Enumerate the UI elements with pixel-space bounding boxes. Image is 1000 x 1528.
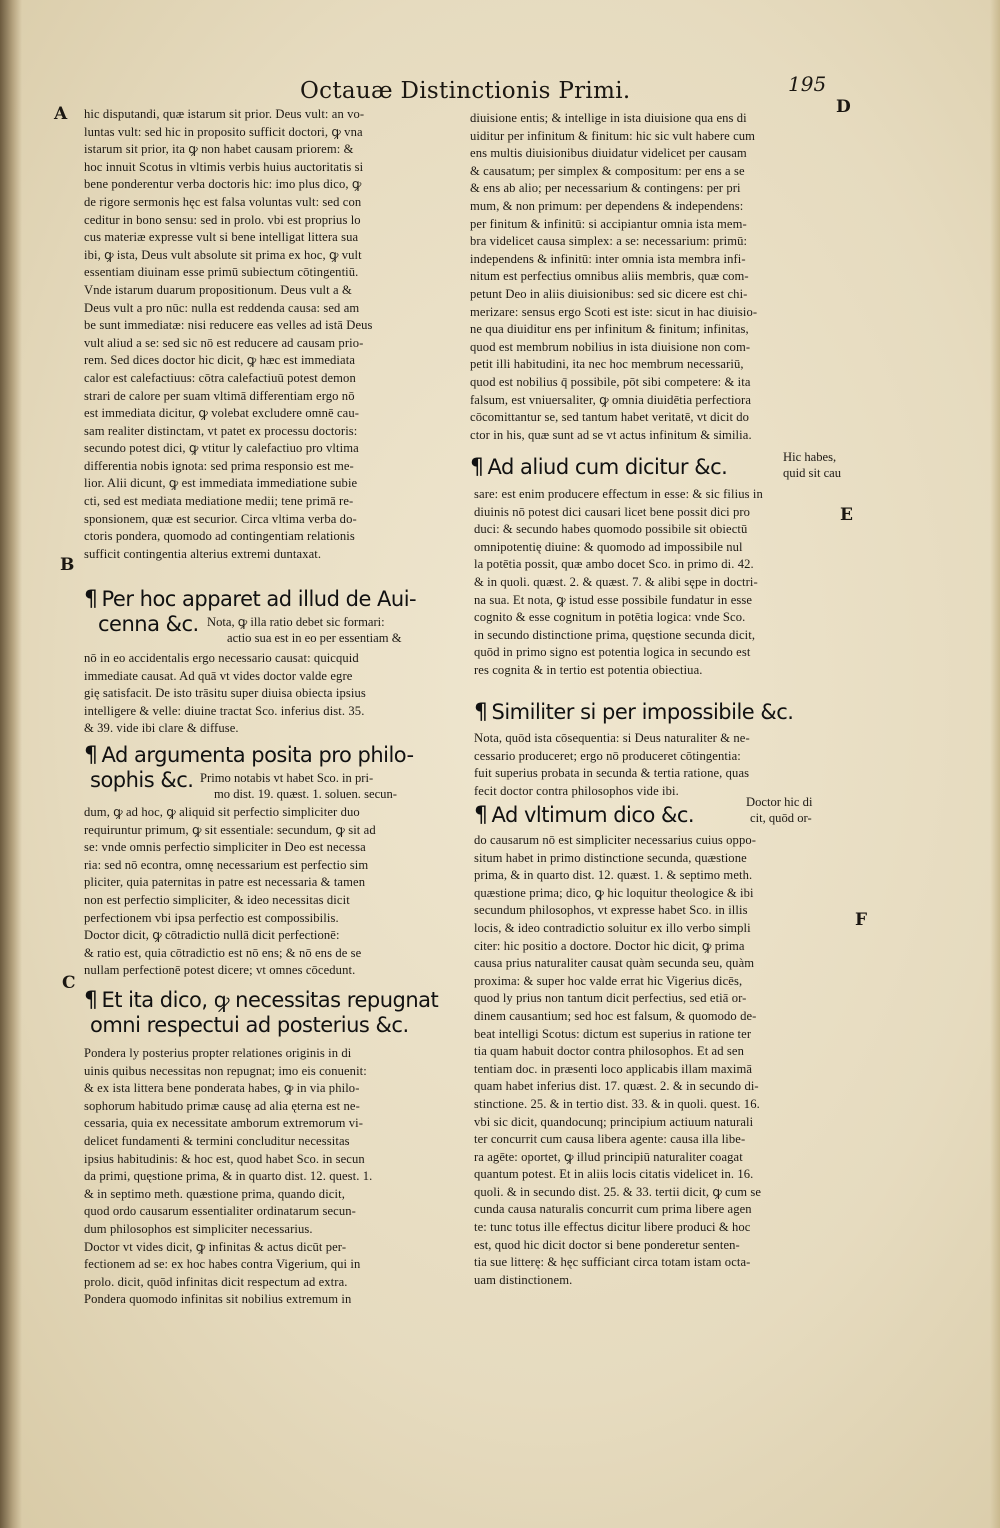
- right-paragraph-d: [474, 832, 848, 1289]
- text-line: ibi, ꝙ ista, Deus vult absolute sit prima ex hoc, ꝙ vult: [84, 247, 362, 262]
- text-line: nitum est perfectius omnibus aliis membris, quæ com-: [470, 269, 749, 284]
- text-line: diuinis nō potest dici causari licet bene possit dici pro: [474, 504, 751, 519]
- text-line: res cognita & in tertio est potentia obiectiua.: [474, 662, 703, 677]
- left-paragraph-a: [84, 106, 456, 563]
- text-line: falsum, est vniuersaliter, ꝙ omnia diuidētia perfectiora: [470, 392, 752, 407]
- text-line: quod est nobilius q̄ possibile, pōt sibi competere: & ita: [470, 374, 751, 389]
- text-line: dinem causantium; sed hoc est falsum, & quomodo de-: [474, 1008, 757, 1023]
- margin-letter-f: F: [855, 910, 868, 930]
- text-line: duci: & secundo habes quomodo possibile sit obiectū: [474, 522, 748, 537]
- text-line: situm habet in primo distinctione secunda, quæstione: [474, 850, 747, 865]
- text-line: tia sue litterę: & hęc sufficiant circa totam istam octa-: [474, 1255, 751, 1270]
- text-line: dum, ꝙ ad hoc, ꝙ aliquid sit perfectio simpliciter duo: [84, 805, 360, 819]
- text-line: citer: hic positio a doctore. Doctor hic dicit, ꝙ prima: [474, 938, 745, 953]
- right-rubric-3: ¶ Ad vltimum dico &c.: [474, 803, 695, 828]
- text-line: diuisione entis; & intellige in ista diuisione qua ens di: [470, 111, 747, 125]
- right-paragraph-d-wrap: [474, 832, 848, 1289]
- text-line: intelligere & velle: diuine tractat Sco. inferius dist. 35.: [84, 703, 365, 718]
- text-line: cunda causa naturalis concurrit cum prima libere agen: [474, 1202, 752, 1217]
- text-line: sponsionem, quæ est securior. Circa vltima verba do-: [84, 511, 357, 526]
- text-line: independens & infinitū: inter omnia ista membra infi-: [470, 251, 746, 266]
- text-line: Vnde istarum duarum propositionum. Deus vult a &: [84, 282, 352, 297]
- right-paragraph-a: [470, 110, 848, 444]
- left-note-1: Nota, ꝙ illa ratio debet sic formari: actio sua est in eo per essentiam &: [207, 615, 402, 645]
- text-line: vult aliud a se: sed sic nō est reducere ad causam prio-: [84, 335, 364, 350]
- running-title: Octauæ Distinctionis Primi.: [300, 78, 631, 104]
- text-line: cōcomittantur se, sed tantum habet veritatē, vt dicit do: [470, 410, 750, 425]
- page-edge: [990, 0, 1000, 1528]
- text-line: Nota, quōd ista cōsequentia: si Deus naturaliter & ne-: [474, 731, 750, 745]
- text-line: est immediata dicitur, ꝙ volebat excludere omnē cau-: [84, 406, 360, 421]
- right-paragraph-c: [474, 730, 848, 800]
- pilcrow-icon: ¶: [84, 743, 98, 768]
- text-line: strari de calore per suam vltimā differentiam ergo nō: [84, 388, 355, 403]
- text-line: omnipotentię diuine: & quomodo ad impossibile nul: [474, 539, 743, 554]
- text-line: luntas vult: sed hic in proposito sufficit doctori, ꝙ vna: [84, 124, 363, 139]
- text-line: fuit superius probata in secunda & tertia ratione, quas: [474, 766, 750, 781]
- pilcrow-icon: ¶: [84, 587, 98, 612]
- text-line: & ratio est, quia cōtradictio est nō ens; & nō ens de se: [84, 945, 362, 960]
- text-line: secundum philosophos, vt expresse habet Sco. in illis: [474, 903, 748, 918]
- folio-number: 195: [788, 72, 827, 96]
- text-line: quoli. & in secundo dist. 25. & 33. tertii dicit, ꝙ cum se: [474, 1184, 762, 1199]
- text-line: & 39. vide ibi clare & diffuse.: [84, 721, 239, 736]
- text-line: ra agēte: oportet, ꝙ illud principiū naturaliter coagat: [474, 1149, 743, 1164]
- right-paragraph-b: [474, 486, 848, 680]
- text-line: ter concurrit cum causa libera agente: causa illa libe-: [474, 1132, 746, 1147]
- margin-letter-a: A: [54, 104, 68, 124]
- text-line: est, quod hic dicit doctor si bene ponderetur senten-: [474, 1237, 740, 1252]
- text-line: prolo. dicit, quōd infinitas dicit respectum ad extra.: [84, 1274, 348, 1289]
- text-line: ria: sed nō econtra, omnę necessarium est perfectio sim: [84, 857, 369, 872]
- text-line: secundo potest dici, ꝙ vtitur ly calefactiuo pro vltima: [84, 441, 359, 456]
- text-line: quam habet inferius dist. 17. quæst. 2. & in secundo di-: [474, 1079, 759, 1094]
- right-paragraph-c-wrap: [474, 730, 848, 800]
- text-line: ctoris pondera, quomodo ad contingentiam relationis: [84, 529, 355, 544]
- text-line: sophorum habitudo primæ causę ad alia ęterna est ne-: [84, 1098, 360, 1113]
- right-note-1: Hic habes, quid sit cau: [783, 450, 842, 480]
- text-line: pliciter, quia paternitas in patre est necessaria & tamen: [84, 875, 366, 890]
- text-line: da primi, quęstione prima, & in quarto dist. 12. quest. 1.: [84, 1169, 373, 1184]
- text-line: Deus vult a pro nūc: nulla est reddenda causa: sed am: [84, 300, 360, 315]
- pilcrow-icon: ¶: [474, 803, 488, 828]
- pilcrow-icon: ¶: [474, 700, 488, 725]
- text-line: essentiam diuinam esse primū subiectum cōtingentiū.: [84, 265, 359, 280]
- text-line: petunt Deo in aliis diuisionibus: sed sic dicere est chi-: [470, 286, 748, 301]
- text-line: do causarum nō est simpliciter necessarius cuius oppo-: [474, 833, 757, 847]
- text-line: tia quam habuit doctor contra philosophos. Et ad sen: [474, 1044, 744, 1059]
- text-line: differentia nobis ignota: sed prima responsio est me-: [84, 458, 354, 473]
- right-note-3: Doctor hic di cit, quōd or-: [746, 795, 813, 825]
- text-line: locis, & ideo contradictio soluitur ex illo verbo simpli: [474, 920, 751, 935]
- text-line: na sua. Et nota, ꝙ istud esse possibile fundatur in esse: [474, 592, 753, 607]
- left-note-2: Primo notabis vt habet Sco. in pri- mo dist. 19. quæst. 1. soluen. secun-: [200, 771, 397, 801]
- text-line: Doctor dicit, ꝙ cōtradictio nullā dicit perfectionē:: [84, 928, 340, 943]
- text-line: lior. Alii dicunt, ꝙ est immediata immediatione subie: [84, 476, 358, 491]
- text-line: delicet fundamenti & termini concluditur necessitas: [84, 1133, 350, 1148]
- margin-letter-b: B: [60, 555, 75, 575]
- text-line: quæstione prima; dico, ꝙ hic loquitur theologice & ibi: [474, 885, 754, 900]
- text-line: ipsius habitudinis: & hoc est, quod habet Sco. in secun: [84, 1151, 365, 1166]
- text-line: gię satisfacit. De isto trāsitu super diuisa obiecta ipsius: [84, 686, 366, 701]
- text-line: & ens ab alio; per necessarium & contingens: per pri: [470, 181, 741, 196]
- text-line: petit illi habitudini, ita nec hoc membrum necessariū,: [470, 357, 744, 372]
- text-line: uiditur per infinitum & finitum: hic sic vult habere cum: [470, 128, 756, 143]
- text-line: per finitum & infinitū: si accipiantur omnia ista mem-: [470, 216, 747, 231]
- binding-gutter: [0, 0, 22, 1528]
- left-paragraph-b: [84, 650, 456, 738]
- text-line: istarum sit prior, ita ꝙ non habet causam priorem: &: [84, 142, 354, 157]
- text-line: ne qua diuiditur ens per infinitum & finitum; infinitas,: [470, 322, 749, 337]
- left-rubric-1: ¶ Per hoc apparet ad illud de Aui- cenna &c.: [84, 587, 417, 636]
- text-line: quod ordo causarum essentialiter ordinatarum secun-: [84, 1204, 356, 1219]
- left-paragraph-b-wrap: [84, 650, 456, 738]
- text-line: perfectionem vbi ipsa perfectio est compossibilis.: [84, 910, 339, 925]
- text-line: cessaria, quia ex necessitate amborum extremorum vi-: [84, 1116, 364, 1131]
- text-line: ceditur in bono sensu: sed in prolo. vbi est proprius lo: [84, 212, 361, 227]
- running-header: [300, 72, 827, 108]
- text-line: bene ponderentur verba doctoris hic: imo plus dico, ꝙ: [84, 177, 362, 192]
- text-line: fecit doctor contra philosophos vide ibi.: [474, 783, 679, 798]
- left-paragraph-d: [84, 1045, 456, 1309]
- text-line: mum, & non primum: per dependens & independens:: [470, 198, 744, 213]
- right-column: [470, 110, 848, 444]
- text-line: ens multis diuisionibus diuidatur videlicet per causam: [470, 146, 747, 161]
- text-line: bra videlicet causa simplex: a se: necessarium: primū:: [470, 234, 748, 249]
- pilcrow-icon: ¶: [470, 455, 484, 480]
- text-line: be sunt immediatæ: nisi reducere eas velles ad istā Deus: [84, 318, 373, 333]
- left-rubric-2: ¶ Ad argumenta posita pro philo- sophis &c.: [84, 743, 414, 792]
- text-line: Pondera ly posterius propter relationes originis in di: [84, 1046, 352, 1060]
- margin-letter-e: E: [840, 505, 853, 525]
- text-line: se: vnde omnis perfectio simpliciter in Deo est necessa: [84, 840, 366, 855]
- left-paragraph-d-wrap: [84, 1045, 456, 1309]
- text-line: tentiam doc. in præsenti loco applicabis illam maximā: [474, 1061, 753, 1076]
- text-line: hoc innuit Scotus in vltimis verbis huius auctoritatis si: [84, 159, 364, 174]
- left-paragraph-c-wrap: [84, 804, 456, 980]
- left-rubric-3: ¶ Et ita dico, ꝙ necessitas repugnat omni respectui ad posterius &c.: [84, 988, 439, 1037]
- text-line: Doctor vt vides dicit, ꝙ infinitas & actus dicūt per-: [84, 1239, 347, 1254]
- text-line: requiruntur primum, ꝙ sit essentiale: secundum, ꝙ sit ad: [84, 822, 376, 837]
- text-line: sare: est enim producere effectum in esse: & sic filius in: [474, 487, 763, 501]
- text-line: ctor in his, quæ sunt ad se vt actus infinitum & similia.: [470, 427, 752, 442]
- text-line: calor est calefactiuus: cōtra calefactiuū potest demon: [84, 370, 356, 385]
- text-line: sam realiter distinctam, vt patet ex processu doctoris:: [84, 423, 358, 438]
- text-line: quōd in primo signo est potentia logica in secundo est: [474, 645, 751, 660]
- left-paragraph-c: [84, 804, 456, 980]
- text-line: & in quoli. quæst. 2. & quæst. 7. & alibi sępe in doctri-: [474, 574, 758, 589]
- text-line: sufficit contingentia alterius extremi duntaxat.: [84, 546, 322, 561]
- text-line: & causatum; per simplex & compositum: per ens a se: [470, 163, 745, 178]
- text-line: la potētia possit, quæ ambo docet Sco. in primo di. 42.: [474, 557, 754, 572]
- text-line: & in septimo meth. quæstione prima, quando dicit,: [84, 1186, 345, 1201]
- right-rubric-2: ¶ Similiter si per impossibile &c.: [474, 700, 794, 725]
- text-line: in secundo distinctione prima, quęstione secunda dicit,: [474, 627, 756, 642]
- text-line: beat intelligi Scotus: dictum est superius in ratione ter: [474, 1026, 752, 1041]
- text-line: quod est membrum nobilius in ista diuisione non com-: [470, 339, 751, 354]
- text-line: quod ly prius non tantum dicit perfectius, sed etiā or-: [474, 991, 747, 1006]
- text-line: non est perfectio simpliciter, & ideo necessitas dicit: [84, 892, 350, 907]
- text-line: hic disputandi, quæ istarum sit prior. Deus vult: an vo-: [84, 107, 365, 121]
- text-line: quantum potest. Et in aliis locis citatis videlicet in. 16.: [474, 1167, 754, 1182]
- text-line: dum philosophos est simpliciter necessarius.: [84, 1221, 313, 1236]
- text-line: nullam perfectionē potest dicere; vt omnes cōcedunt.: [84, 963, 356, 978]
- pilcrow-icon: ¶: [84, 988, 98, 1013]
- text-line: vbi sic dicit, quandocunq; principium actiuum naturali: [474, 1114, 754, 1129]
- margin-letter-d: D: [836, 97, 851, 117]
- text-line: de rigore sermonis hęc est falsa voluntas vult: sed con: [84, 194, 362, 209]
- text-line: merizare: sensus ergo Scoti est iste: sicut in hac diuisio-: [470, 304, 758, 319]
- text-line: stinctione. 25. & in tertio dist. 33. & in quoli. quest. 16.: [474, 1096, 760, 1111]
- right-paragraph-b-wrap: [474, 486, 848, 680]
- right-rubric-1: ¶ Ad aliud cum dicitur &c.: [470, 455, 728, 480]
- text-line: nō in eo accidentalis ergo necessario causat: quicquid: [84, 651, 359, 665]
- text-line: te: tunc totus ille effectus dicitur libere produci & hoc: [474, 1220, 751, 1235]
- text-line: cti, sed est mediata mediatione medii; tene primā re-: [84, 494, 354, 509]
- text-line: fectionem ad se: ex hoc habes contra Vigerium, qui in: [84, 1257, 361, 1272]
- text-line: rem. Sed dices doctor hic dicit, ꝙ hæc est immediata: [84, 353, 356, 368]
- left-column: [84, 106, 456, 563]
- text-line: prima, & in quarto dist. 12. quæst. 1. & septimo meth.: [474, 868, 753, 883]
- text-line: Pondera quomodo infinitas sit nobilius extremum in: [84, 1292, 352, 1307]
- text-line: cessario produceret; ergo nō produceret cōtingentia:: [474, 748, 741, 763]
- text-line: uam distinctionem.: [474, 1272, 573, 1287]
- text-line: & ex ista littera bene ponderata habes, ꝙ in via philo-: [84, 1081, 360, 1096]
- text-line: uinis quibus necessitas non repugnat; imo eis conuenit:: [84, 1063, 367, 1078]
- text-line: causa prius naturaliter causat quàm secunda seu, quàm: [474, 956, 755, 971]
- text-line: cus materiæ expresse vult si bene intelligat littera sua: [84, 230, 359, 245]
- text-line: cognito & esse cognitum in potētia logica: vnde Sco.: [474, 610, 746, 625]
- text-line: proxima: & super hoc valde errat hic Vigerius dicēs,: [474, 973, 743, 988]
- text-line: immediate causat. Ad quā vt vides doctor valde egre: [84, 668, 353, 683]
- margin-letter-c: C: [62, 973, 76, 993]
